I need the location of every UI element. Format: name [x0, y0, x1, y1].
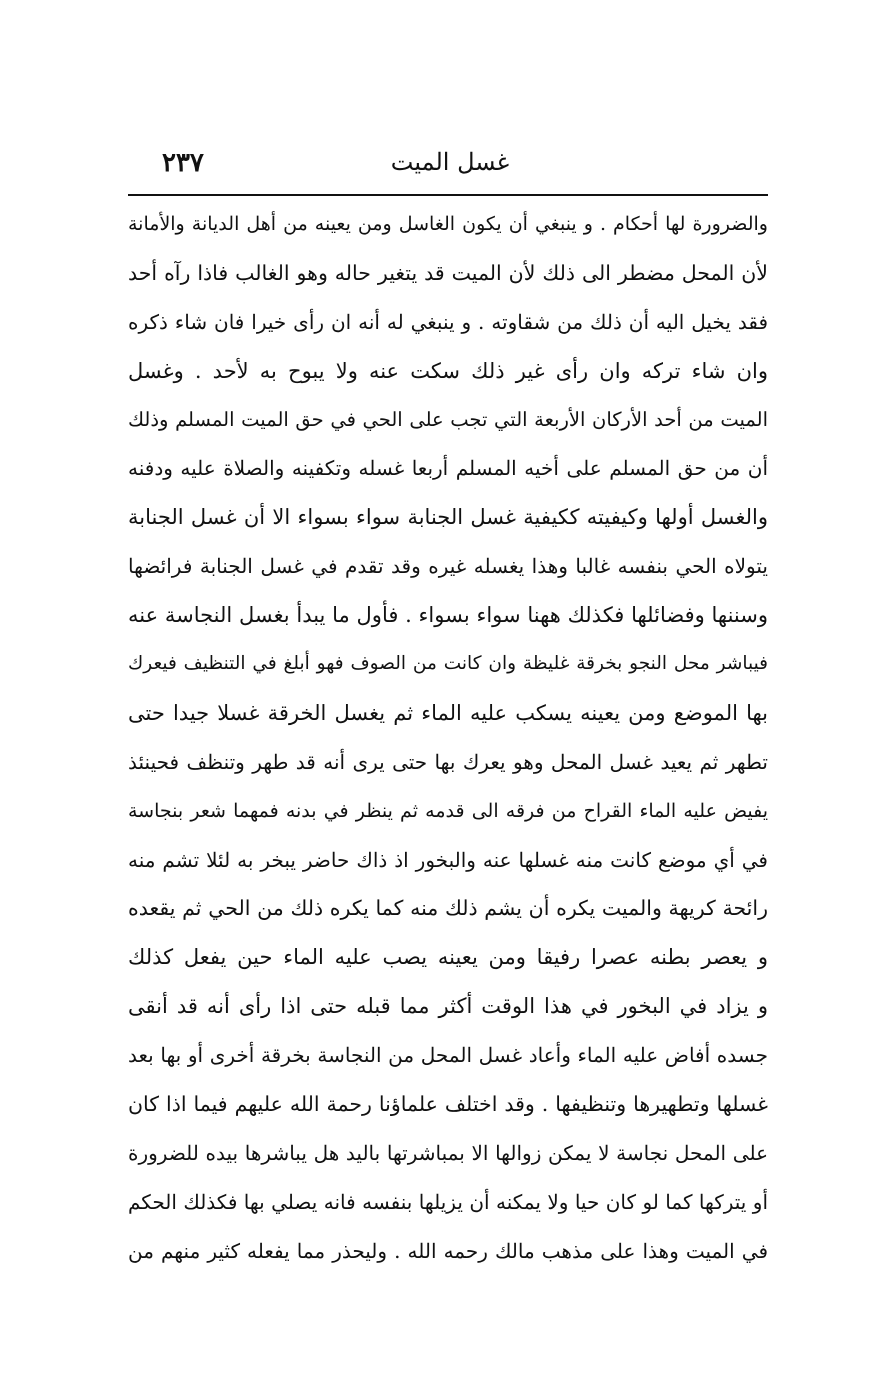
text-line: في أي موضع كانت منه غسلها عنه والبخور اذ ذاك حاضر يبخر به لئلا تشم منه	[128, 847, 768, 872]
text-line: الميت من أحد الأركان الأربعة التي تجب على الحي في حق الميت المسلم وذلك	[128, 407, 768, 431]
text-line: و يعصر بطنه عصرا رفيقا ومن يعينه يصب عليه الماء حين يفعل كذلك	[128, 945, 768, 970]
text-line: غسلها وتطهيرها وتنظيفها . وقد اختلف علماؤنا رحمة الله عليهم فيما اذا كان	[128, 1092, 768, 1117]
running-title: غسل الميت	[390, 148, 510, 176]
text-line: أن من حق المسلم على أخيه المسلم أربعا غسله وتكفينه والصلاة عليه ودفنه	[128, 456, 768, 481]
text-line: بها الموضع ومن يعينه يسكب عليه الماء ثم يغسل الخرقة غسلا جيدا حتى	[128, 700, 768, 725]
header-rule	[128, 194, 768, 196]
text-line: يفيض عليه الماء القراح من فرقه الى قدمه ثم ينظر في بدنه فمهما شعر بنجاسة	[128, 799, 768, 822]
text-line: والضرورة لها أحكام . و ينبغي أن يكون الغاسل ومن يعينه من أهل الديانة والأمانة	[128, 213, 768, 235]
text-line: وان شاء تركه وان رأى غير ذلك سكت عنه ولا يبوح به لأحد . وغسل	[128, 358, 768, 383]
body-text	[128, 200, 768, 1276]
text-line: رائحة كريهة والميت يكره أن يشم ذلك منه كما يكره ذلك من الحي ثم يقعده	[128, 896, 768, 921]
text-line: جسده أفاض عليه الماء وأعاد غسل المحل من النجاسة بخرقة أخرى أو بها بعد	[128, 1043, 768, 1068]
text-line: تطهر ثم يعيد غسل المحل وهو يعرك بها حتى يرى أنه قد طهر وتنظف فحينئذ	[128, 749, 768, 774]
text-line: على المحل نجاسة لا يمكن زوالها الا بمباشرتها باليد هل يباشرها بيده للضرورة	[128, 1140, 768, 1165]
text-line: وسننها وفضائلها فكذلك ههنا سواء بسواء . فأول ما يبدأ بغسل النجاسة عنه	[128, 603, 768, 628]
text-line: والغسل أولها وكيفيته ككيفية غسل الجنابة سواء بسواء الا أن غسل الجنابة	[128, 505, 768, 530]
text-line: فيباشر محل النجو بخرقة غليظة وان كانت من الصوف فهو أبلغ في التنظيف فيعرك	[128, 653, 768, 675]
text-line: فقد يخيل اليه أن ذلك من شقاوته . و ينبغي له أنه ان رأى خيرا فان شاء ذكره	[128, 309, 768, 334]
text-line: لأن المحل مضطر الى ذلك لأن الميت قد يتغير حاله وهو الغالب فاذا رآه أحد	[128, 260, 768, 285]
text-line: و يزاد في البخور في هذا الوقت أكثر مما قبله حتى اذا رأى أنه قد أنقى	[128, 994, 768, 1019]
page-header	[130, 148, 770, 188]
page-number: ٢٣٧	[162, 148, 204, 178]
text-line: في الميت وهذا على مذهب مالك رحمه الله . وليحذر مما يفعله كثير منهم من	[128, 1238, 768, 1263]
text-line: يتولاه الحي بنفسه غالبا وهذا يغسله غيره وقد تقدم في غسل الجنابة فرائضها	[128, 554, 768, 579]
text-line: أو يتركها كما لو كان حيا ولا يمكنه أن يزيلها بنفسه فانه يصلي بها فكذلك الحكم	[128, 1189, 768, 1214]
